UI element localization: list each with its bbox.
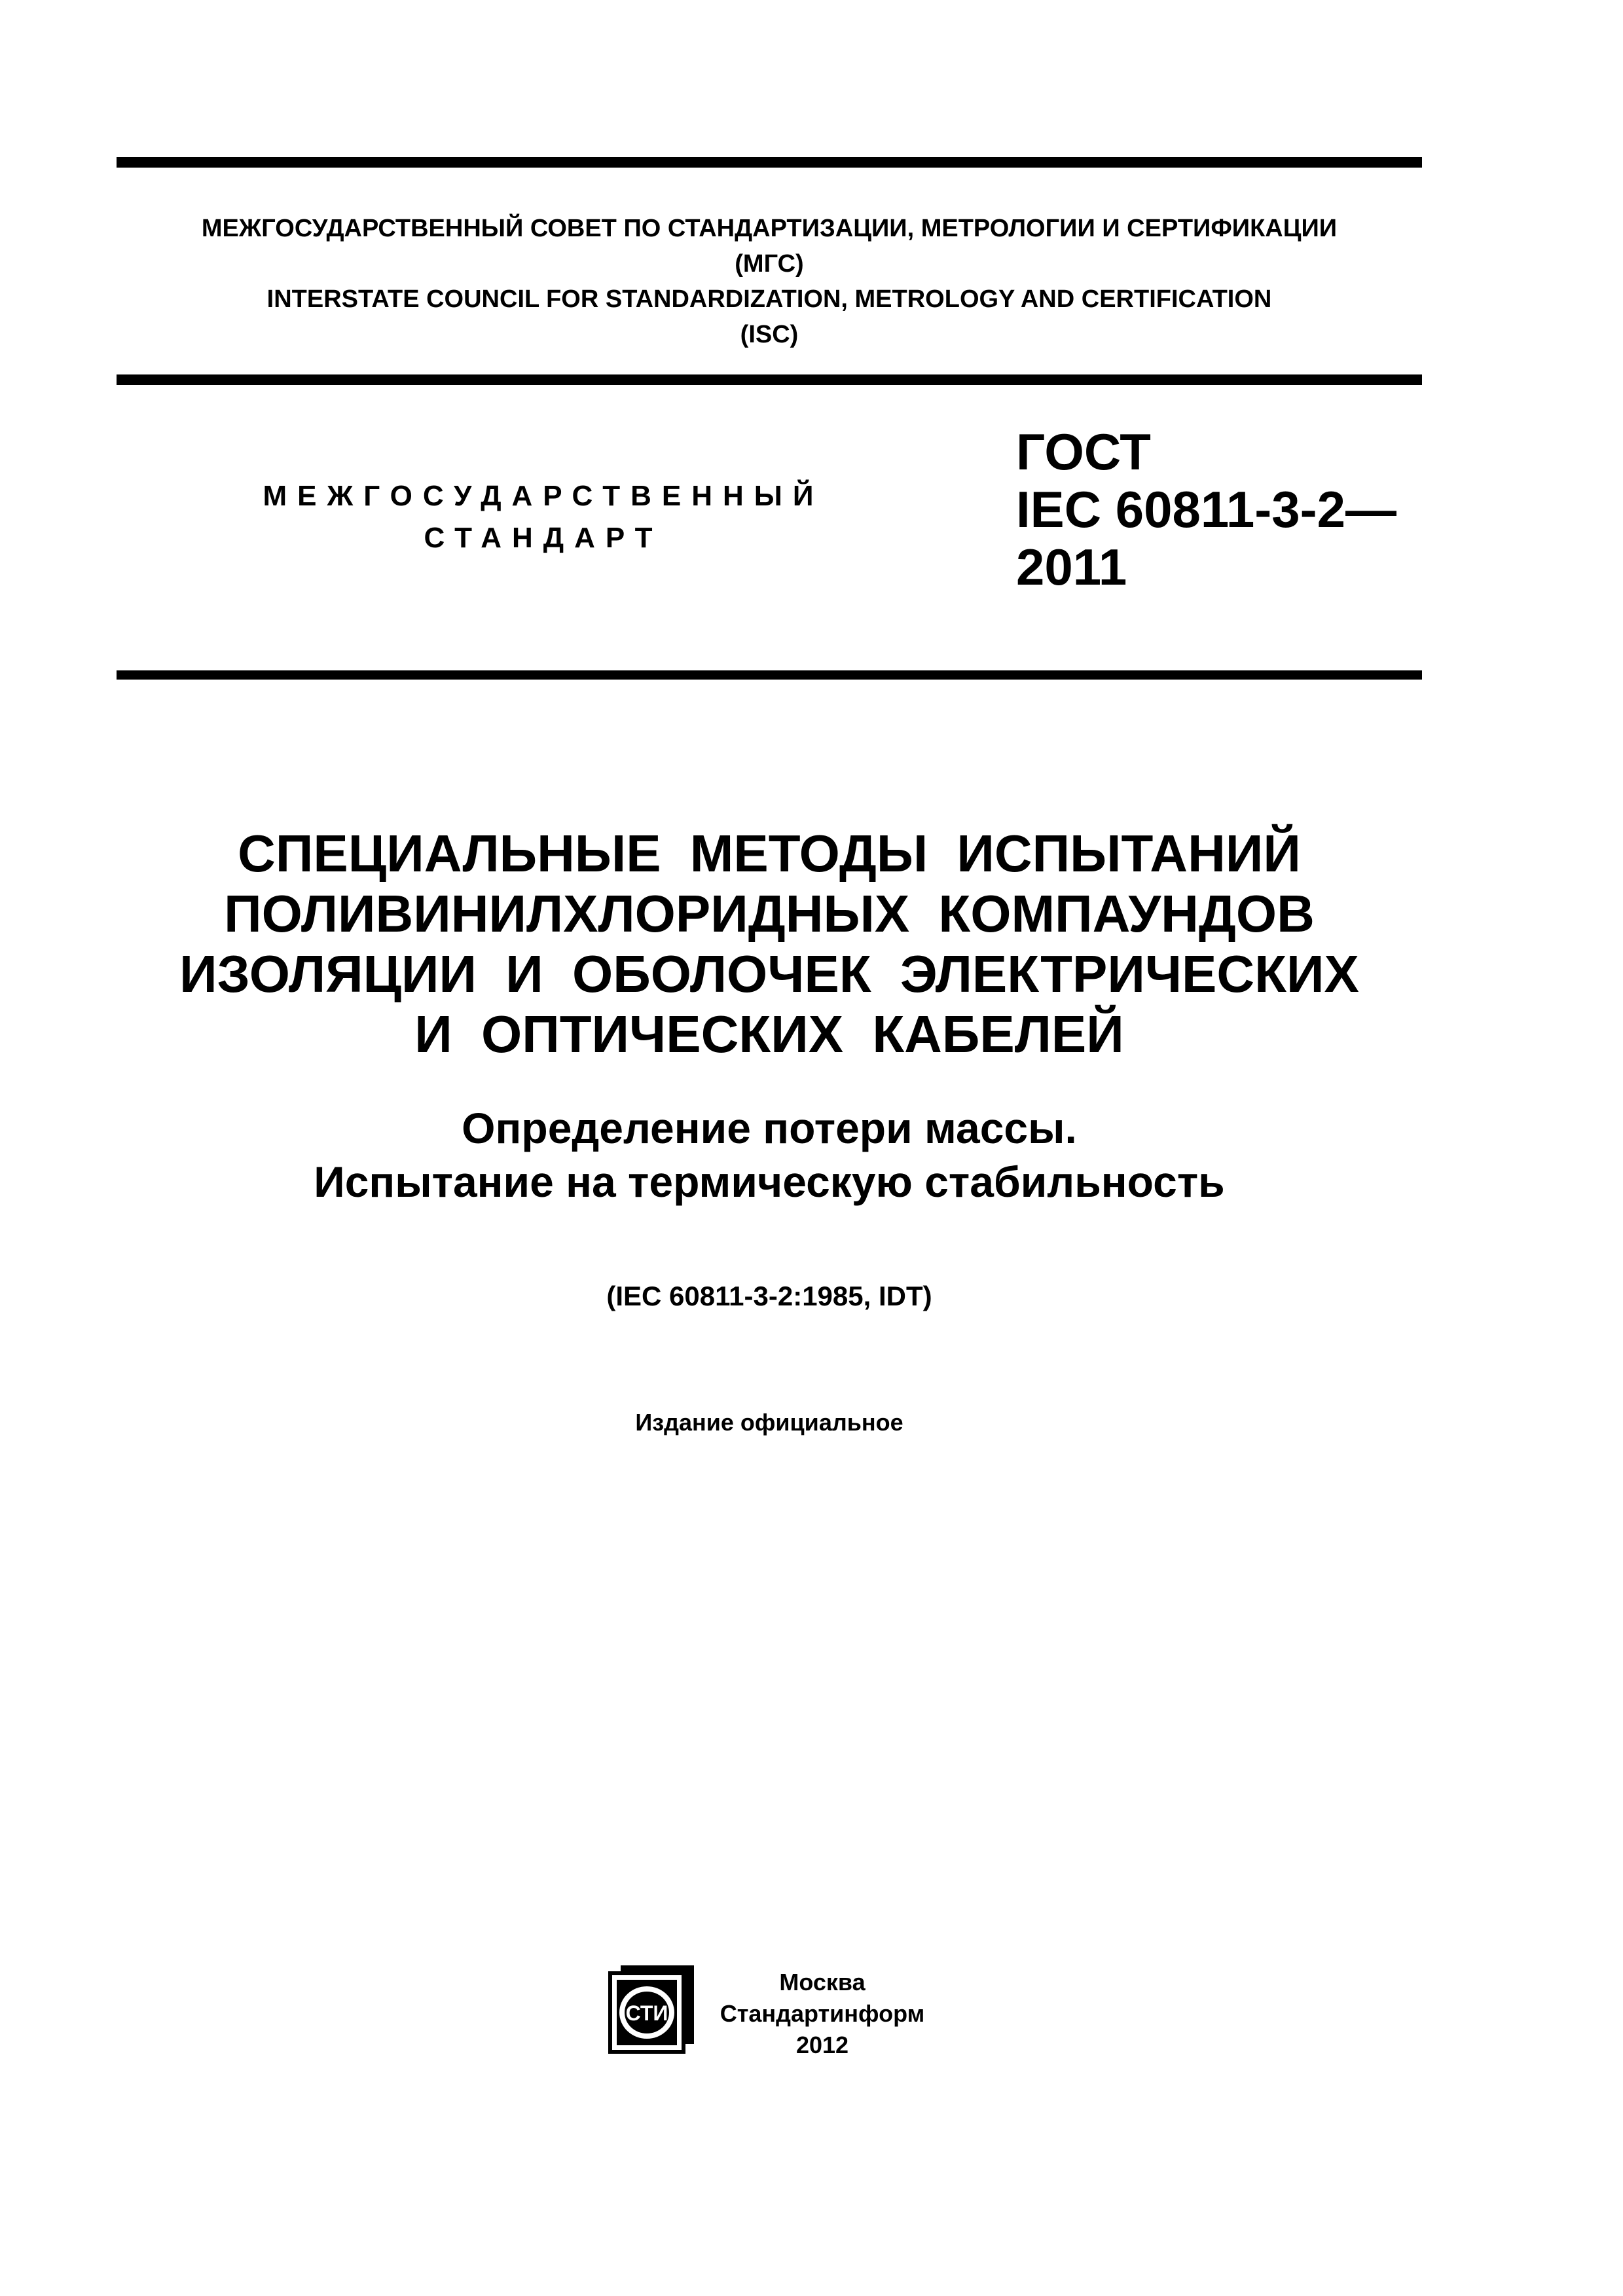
title-line: СПЕЦИАЛЬНЫЕ МЕТОДЫ ИСПЫТАНИЙ: [238, 824, 1301, 883]
document-title: [117, 824, 1422, 1065]
council-header: [117, 211, 1422, 352]
standard-designation: [1016, 423, 1396, 596]
publisher-block: [718, 1967, 927, 2061]
designation-line1: ГОСТ: [1016, 423, 1151, 481]
council-abbr-en: (ISC): [740, 321, 799, 348]
designation-line2: IEC 60811-3-2—: [1016, 481, 1397, 538]
publisher-city: Москва: [779, 1969, 866, 1995]
middle-rule: [117, 374, 1422, 385]
iec-reference: (IEC 60811-3-2:1985, IDT): [606, 1281, 932, 1311]
standard-type: [216, 475, 871, 559]
council-abbr-ru: (МГС): [735, 250, 804, 278]
title-line: ИЗОЛЯЦИИ И ОБОЛОЧЕК ЭЛЕКТРИЧЕСКИХ: [179, 945, 1359, 1003]
document-subtitle: [117, 1101, 1422, 1209]
edition-label: Издание официальное: [635, 1409, 903, 1436]
standard-type-line2: СТАНДАРТ: [424, 522, 663, 554]
title-line: И ОПТИЧЕСКИХ КАБЕЛЕЙ: [414, 1005, 1124, 1063]
publisher-year: 2012: [795, 2032, 849, 2058]
designation-line3: 2011: [1016, 538, 1127, 596]
standartinform-logo-icon: [606, 1964, 695, 2061]
subtitle-line: Определение потери массы.: [462, 1104, 1077, 1152]
publisher-name: Стандартинформ: [720, 2000, 925, 2027]
lower-rule: [117, 670, 1422, 680]
subtitle-line: Испытание на термическую стабильность: [314, 1157, 1225, 1206]
standard-type-line1: МЕЖГОСУДАРСТВЕННЫЙ: [263, 480, 824, 512]
title-line: ПОЛИВИНИЛХЛОРИДНЫХ КОМПАУНДОВ: [224, 884, 1315, 943]
top-rule: [117, 157, 1422, 168]
council-name-en: INTERSTATE COUNCIL FOR STANDARDIZATION, METROLOGY AND CERTIFICATION: [266, 285, 1272, 313]
svg-text:СТИ: СТИ: [625, 2001, 668, 2025]
council-name-ru: МЕЖГОСУДАРСТВЕННЫЙ СОВЕТ ПО СТАНДАРТИЗАЦИИ, МЕТРОЛОГИИ И СЕРТИФИКАЦИИ: [201, 215, 1338, 242]
